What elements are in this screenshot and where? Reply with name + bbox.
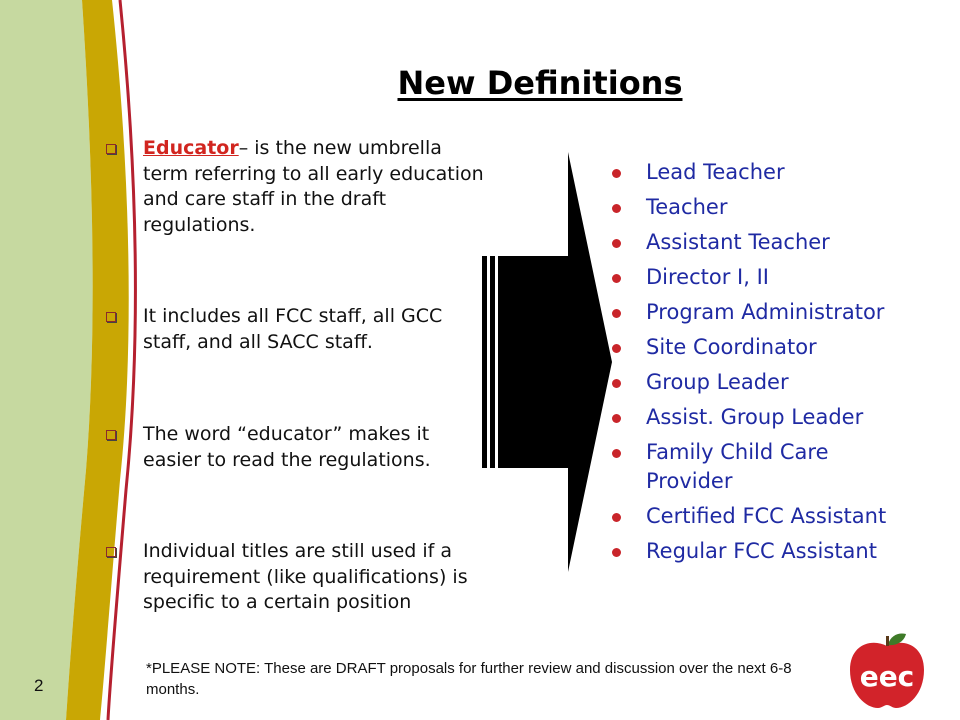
dot-bullet-icon — [612, 449, 621, 458]
list-item: Assistant Teacher — [606, 228, 916, 257]
dot-bullet-icon — [612, 204, 621, 213]
dot-bullet-icon — [612, 414, 621, 423]
educator-keyword: Educator — [143, 137, 239, 159]
dot-bullet-icon — [612, 274, 621, 283]
list-item: Site Coordinator — [606, 333, 916, 362]
list-item: Teacher — [606, 193, 916, 222]
list-item: Group Leader — [606, 368, 916, 397]
list-item: Regular FCC Assistant — [606, 537, 916, 566]
square-bullet-icon — [106, 144, 116, 154]
dot-bullet-icon — [612, 379, 621, 388]
dot-bullet-icon — [612, 513, 621, 522]
educator-titles-list — [606, 158, 916, 572]
square-bullet-icon — [106, 430, 116, 440]
dot-bullet-icon — [612, 169, 621, 178]
list-item: Director I, II — [606, 263, 916, 292]
dot-bullet-icon — [612, 309, 621, 318]
bullet-educator — [106, 136, 486, 238]
square-bullet-icon — [106, 547, 116, 557]
slide-title: New Definitions — [397, 64, 683, 102]
list-item: Assist. Group Leader — [606, 403, 916, 432]
arrow-graphic — [482, 152, 612, 572]
dot-bullet-icon — [612, 548, 621, 557]
eec-logo — [842, 632, 932, 712]
page-number: 2 — [34, 676, 44, 695]
bullet-text: The word “educator” makes it easier to read the regulations. — [143, 423, 431, 471]
draft-note: *PLEASE NOTE: These are DRAFT proposals for further review and discussion over the next 6-8 months. — [146, 660, 792, 698]
dot-bullet-icon — [612, 344, 621, 353]
bullet-individual-titles — [106, 539, 486, 616]
dot-bullet-icon — [612, 239, 621, 248]
list-item: Lead Teacher — [606, 158, 916, 187]
list-item: Certified FCC Assistant — [606, 502, 916, 531]
bullet-text: Individual titles are still used if a requirement (like qualifications) is specific to a certain position — [143, 540, 468, 613]
logo-text: eec — [859, 660, 915, 693]
bullet-includes — [106, 304, 486, 355]
list-item: Family Child Care Provider — [606, 438, 916, 496]
bullet-word-educator — [106, 422, 486, 473]
square-bullet-icon — [106, 312, 116, 322]
bullet-text: – is the new umbrella term referring to all early education and care staff in the draft regulations. — [143, 137, 484, 236]
list-item: Program Administrator — [606, 298, 916, 327]
bullet-text: It includes all FCC staff, all GCC staff, and all SACC staff. — [143, 305, 443, 353]
